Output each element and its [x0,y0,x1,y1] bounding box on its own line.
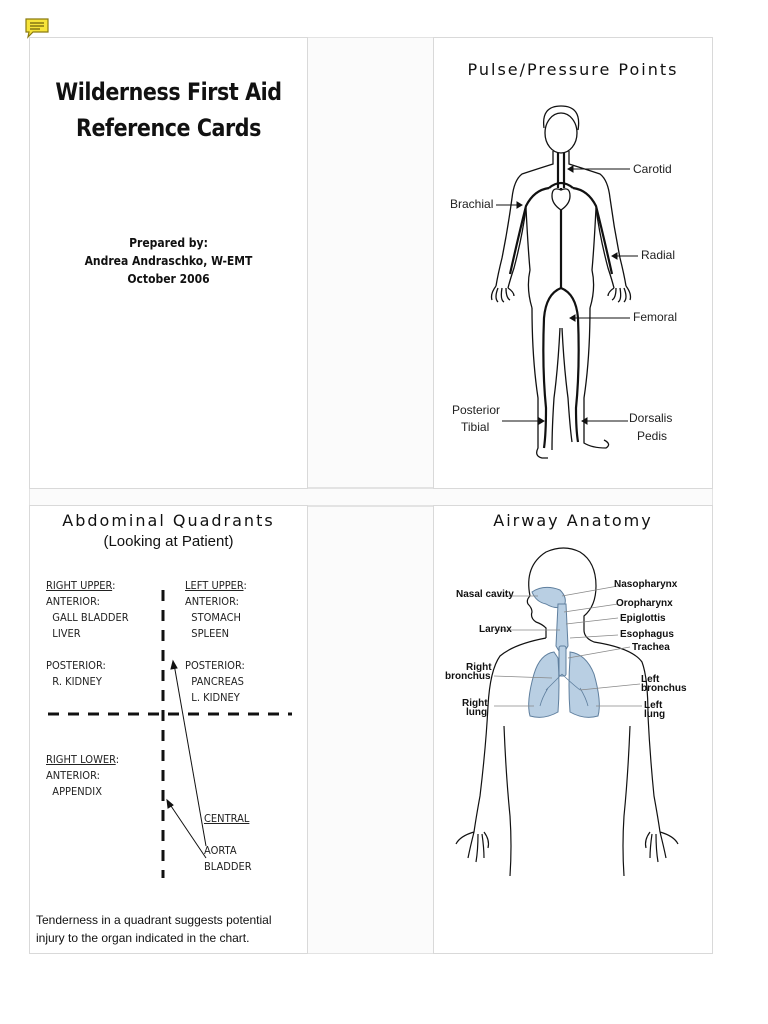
label-left-lung-2: lung [644,709,666,720]
label-radial: Radial [641,248,676,262]
label-left-bronchus-2: bronchus [641,683,687,694]
airway-anatomy-card [433,505,713,954]
document-date: October 2006 [127,272,210,286]
left-upper-title: LEFT UPPER [185,579,244,592]
quadrant-footnote: Tenderness in a quadrant suggests potential injury to the organ indicated in the chart. [36,913,272,945]
organ-bladder: BLADDER [204,860,252,873]
label-pedis: Pedis [637,429,668,443]
airway-anatomy-diagram [434,506,714,955]
label-right-lung-2: lung [466,707,488,718]
right-lower-title: RIGHT LOWER [46,753,116,766]
label-nasal-cavity: Nasal cavity [456,589,514,600]
label-oropharynx: Oropharynx [616,598,673,609]
abdominal-heading: Abdominal Quadrants [62,511,275,530]
right-lower-anterior: ANTERIOR: [46,769,100,782]
organ-spleen: SPLEEN [191,627,229,640]
organ-r-kidney: R. KIDNEY [52,675,102,688]
organ-liver: LIVER [52,627,81,640]
airway-heading: Airway Anatomy [493,511,653,530]
right-upper-posterior: POSTERIOR: [46,659,106,672]
gutter-top-middle [307,37,434,488]
label-dorsalis: Dorsalis [629,411,673,425]
pulse-points-heading: Pulse/Pressure Points [467,60,679,79]
label-tibial: Tibial [461,420,490,434]
label-left-lung-1: Left [644,700,663,711]
gutter-bottom-middle [307,506,434,954]
right-upper-title: RIGHT UPPER [46,579,113,592]
author-name: Andrea Andraschko, W-EMT [84,254,253,268]
label-carotid: Carotid [633,162,672,176]
document-title-line2: Reference Cards [75,114,262,142]
gutter-row-divider [29,488,713,506]
label-brachial: Brachial [450,197,494,211]
label-right-lung-1: Right [462,698,488,709]
organ-stomach: STOMACH [191,611,241,624]
prepared-by-label: Prepared by: [129,236,208,250]
organ-appendix: APPENDIX [52,785,103,798]
label-larynx: Larynx [479,624,512,635]
pulse-points-card [433,37,713,489]
right-upper-quadrant: RIGHT UPPER: ANTERIOR: GALL BLADDER LIVER POSTERIOR: R. KIDNEY [46,579,129,688]
label-trachea: Trachea [632,642,670,653]
label-nasopharynx: Nasopharynx [614,579,678,590]
organ-l-kidney: L. KIDNEY [191,691,240,704]
right-upper-anterior: ANTERIOR: [46,595,100,608]
label-posterior: Posterior [452,403,501,417]
abdominal-subheading: (Looking at Patient) [103,533,234,550]
quadrant-divider-lines [30,506,309,955]
label-esophagus: Esophagus [620,629,674,640]
organ-gall-bladder: GALL BLADDER [52,611,129,624]
title-card [29,37,308,489]
label-epiglottis: Epiglottis [620,613,666,624]
left-upper-posterior: POSTERIOR: [185,659,245,672]
label-right-bronchus-2: bronchus [445,671,491,682]
central-region [204,811,252,875]
left-upper-anterior: ANTERIOR: [185,595,239,608]
left-upper-quadrant: LEFT UPPER: ANTERIOR: STOMACH SPLEEN POSTERIOR: PANCREAS L. KIDNEY [185,579,247,704]
label-femoral: Femoral [633,310,678,324]
label-left-bronchus-1: Left [641,674,660,685]
label-right-bronchus-1: Right [466,662,492,673]
organ-pancreas: PANCREAS [191,675,244,688]
central-title: CENTRAL [204,812,250,825]
comment-note-icon[interactable] [24,17,50,39]
right-lower-quadrant: RIGHT LOWER: ANTERIOR: APPENDIX [46,753,120,798]
organ-aorta: AORTA [204,844,237,857]
document-title-line1: Wilderness First Aid [55,78,282,106]
abdominal-quadrants-card [29,505,308,954]
